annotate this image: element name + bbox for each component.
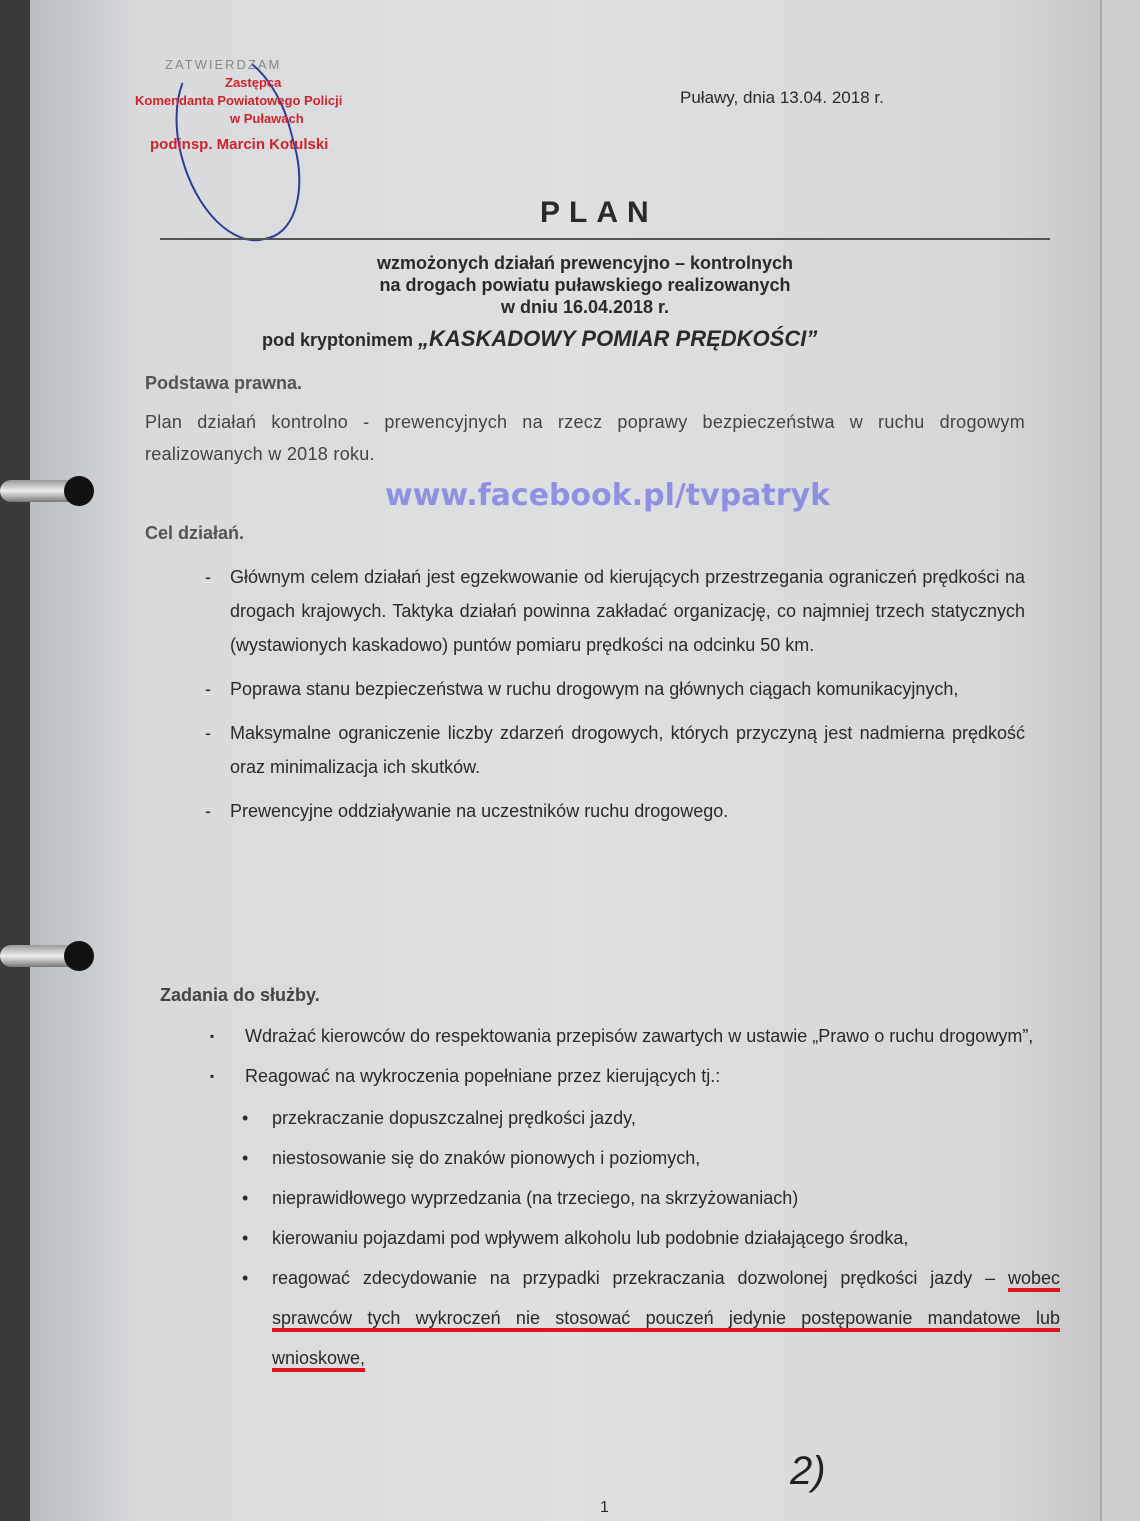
goal-item: - Poprawa stanu bezpieczeństwa w ruchu drogowym na głównych ciągach komunikacyjnych, (145, 672, 1025, 706)
legal-text: Plan działań kontrolno - prewencyjnych na rzecz poprawy bezpieczeństwa w ruchu drogowym realizowanych w 2018 roku. (145, 412, 1025, 464)
task-subitem: • niestosowanie się do znaków pionowych i poziomych, (160, 1138, 1060, 1178)
code-name (262, 326, 817, 353)
goals-heading: Cel działań. (145, 523, 245, 543)
binder-ring (0, 480, 90, 502)
approval-stamp (135, 56, 342, 154)
task-subitem-text: reagować zdecydowanie na przypadki przekraczania dozwolonej prędkości jazdy – (272, 1268, 996, 1288)
watermark: www.facebook.pl/tvpatryk (385, 478, 831, 513)
tasks-heading: Zadania do służby. (160, 985, 320, 1005)
subtitle-line: wzmożonych działań prewencyjno – kontrolnych (376, 253, 794, 273)
task-subitem: • przekraczanie dopuszczalnej prędkości jazdy, (160, 1098, 1060, 1138)
goal-item: - Prewencyjne oddziaływanie na uczestników ruchu drogowego. (145, 794, 1025, 828)
binder-ring (0, 945, 90, 967)
page-number: 1 (600, 1499, 609, 1516)
stamp-line: podinsp. Marcin Kotulski (150, 136, 329, 153)
code-prefix: pod kryptonimem (262, 330, 414, 350)
document-title: PLAN (540, 196, 658, 229)
stamp-line: Komendanta Powiatowego Policji (135, 93, 343, 108)
tasks-section (160, 985, 1060, 1378)
code-name-text: „KASKADOWY POMIAR PRĘDKOŚCI” (418, 326, 818, 351)
goal-item: - Głównym celem działań jest egzekwowanie od kierujących przestrzegania ograniczeń prędkości na drogach krajowych. Taktyka działań powinna zakładać organizację, co najmniej trzech statycznych (wystawionych kaskadowo) puntów pomiaru prędkości na odcinku 50 km. (145, 560, 1025, 662)
next-page-edge (1100, 0, 1140, 1521)
task-subitem (160, 1258, 1060, 1378)
task-item: ▪ Wdrażać kierowców do respektowania przepisów zawartych w ustawie „Prawo o ruchu drogowym”, (160, 1018, 1060, 1054)
subtitle-line: w dniu 16.04.2018 r. (500, 297, 670, 317)
document-body (145, 372, 1025, 838)
stamp-header: ZATWIERDZAM (165, 57, 282, 72)
subtitle-line: na drogach powiatu puławskiego realizowanych (379, 275, 791, 295)
stamp-line: Zastępca (225, 75, 282, 90)
stamp-line: w Puławach (230, 111, 304, 126)
task-subitem: • nieprawidłowego wyprzedzania (na trzeciego, na skrzyżowaniach) (160, 1178, 1060, 1218)
underlined-text: wobec sprawców tych wykroczeń nie stosować pouczeń jedynie postępowanie mandatowe lub wnioskowe, (272, 1268, 1060, 1372)
task-subitem: • kierowaniu pojazdami pod wpływem alkoholu lub podobnie działającego środka, (160, 1218, 1060, 1258)
legal-heading: Podstawa prawna. (145, 373, 303, 393)
task-item: ▪ Reagować na wykroczenia popełniane przez kierujących tj.: (160, 1058, 1060, 1094)
document-date: Puławy, dnia 13.04. 2018 r. (680, 88, 884, 107)
divider (160, 238, 1050, 240)
document-page (30, 0, 1110, 1521)
goal-item: - Maksymalne ograniczenie liczby zdarzeń drogowych, których przyczyną jest nadmierna prędkość oraz minimalizacja ich skutków. (145, 716, 1025, 784)
subtitle (260, 252, 910, 318)
handwritten-note: 2) (790, 1449, 826, 1493)
